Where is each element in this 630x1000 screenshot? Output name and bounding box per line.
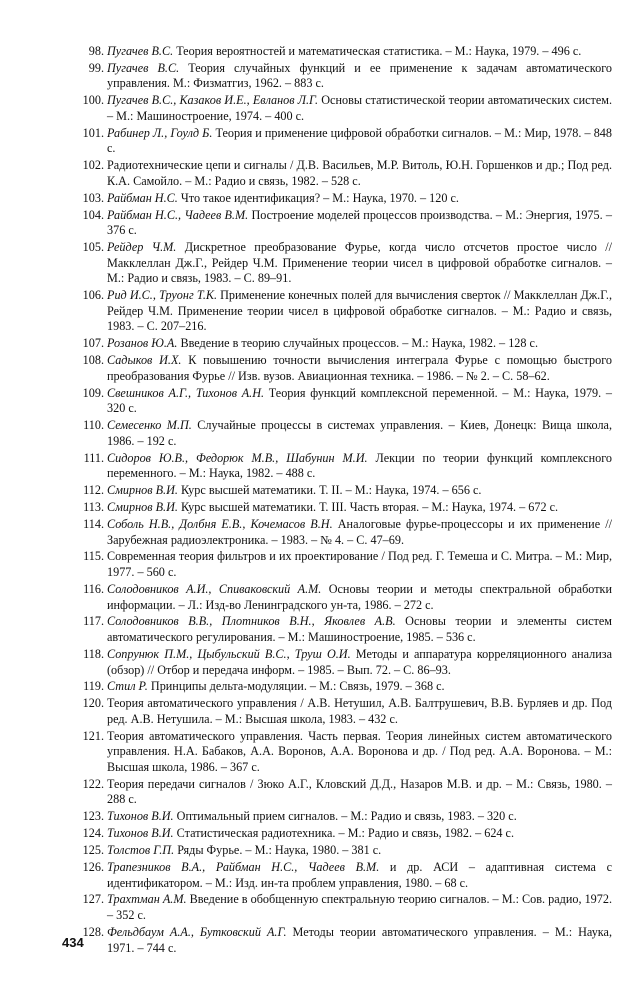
reference-author: Солодовников В.В., Плотников В.Н., Яковлев А.В. — [107, 614, 396, 629]
reference-number: 127. — [82, 892, 104, 907]
reference-number: 122. — [82, 776, 104, 791]
reference-number: 111. — [83, 450, 104, 465]
reference-item — [0, 126, 630, 157]
reference-author: Соболь Н.В., Долбня Е.В., Кочемасов В.Н. — [107, 516, 333, 531]
reference-item — [0, 61, 630, 92]
reference-author: Рейдер Ч.М. — [107, 240, 177, 255]
reference-author: Садыков И.Х. — [107, 353, 182, 368]
reference-text: Основы статистической теории автоматических систем. – М.: Машиностроение, 1974. – 400 с. — [107, 93, 612, 123]
reference-text: Теория случайных функций и ее применение к задачам автоматического управления. М.: Физматгиз, 1962. – 883 с. — [107, 60, 612, 91]
reference-number: 100. — [82, 93, 104, 108]
reference-text: Оптимальный прием сигналов. – М.: Радио и связь, 1983. – 320 с. — [173, 809, 517, 824]
reference-text: Современная теория фильтров и их проектирование / Под ред. Г. Темеша и С. Митра. – М.: Мир, 1977. – 560 с. — [107, 549, 612, 580]
reference-author: Толстов Г.П. — [107, 843, 175, 858]
reference-item — [0, 679, 630, 695]
reference-text: Дискретное преобразование Фурье, когда число отсчетов простое число // Макклеллан Дж.Г., Рейдер Ч.М. Применение теории чисел в цифровой обработке сигналов. – М.: Радио и связь, 1983. – С. 89–91. — [107, 240, 612, 286]
reference-number: 102. — [82, 158, 104, 173]
reference-author: Тихонов В.И. — [107, 826, 174, 841]
reference-author: Пугачев В.С. — [107, 60, 180, 75]
reference-text: Основы теории и методы спектральной обработки информации. – Л.: Изд-во Ленинградского ун-та, 1986. – 272 с. — [107, 581, 612, 612]
reference-text: Курс высшей математики. Т. III. Часть вторая. – М.: Наука, 1974. – 672 с. — [177, 500, 559, 515]
reference-author: Трапезников В.А., Райбман Н.С., Чадеев В.М. — [107, 860, 380, 874]
reference-number: 106. — [82, 288, 104, 303]
reference-text: Основы теории и элементы систем автоматического регулирования. – М.: Машиностроение, 1985. – 536 с. — [107, 614, 612, 645]
reference-author: Тихонов В.И. — [107, 809, 174, 824]
reference-author: Рид И.С., Труонг Т.К. — [107, 288, 218, 303]
reference-item — [0, 240, 630, 287]
reference-number: 116. — [83, 581, 104, 596]
reference-text: Ряды Фурье. – М.: Наука, 1980. – 381 с. — [174, 843, 382, 858]
reference-item — [0, 500, 630, 516]
reference-item — [0, 729, 630, 776]
reference-text: Теория функций комплексной переменной. – М.: Наука, 1979. – 320 с. — [107, 385, 612, 416]
reference-item — [0, 809, 630, 825]
reference-text: Статистическая радиотехника. – М.: Радио и связь, 1982. – 624 с. — [173, 826, 515, 841]
reference-item — [0, 93, 630, 124]
reference-author: Райбман Н.С. — [107, 190, 178, 205]
reference-text: Курс высшей математики. Т. II. – М.: Наука, 1974. – 656 с. — [177, 483, 482, 498]
reference-text: К повышению точности вычисления интеграла Фурье с помощью быстрого преобразования Фурье // Изв. вузов. Авиационная техника. – 1986. – № 2. – С. 58–62. — [107, 353, 613, 383]
reference-author: Розанов Ю.А. — [107, 336, 178, 351]
reference-author: Смирнов В.И. — [107, 483, 178, 498]
reference-text: Теория автоматического управления / А.В. Нетушил, А.В. Балтрушевич, В.В. Бурляев и др. Под ред. А.В. Нетушила. – М.: Высшая школа, 1983. – 432 с. — [107, 696, 612, 726]
reference-number: 103. — [82, 190, 104, 205]
reference-text: Теория вероятностей и математическая статистика. – М.: Наука, 1979. – 496 с. — [173, 44, 582, 58]
reference-number: 105. — [82, 240, 104, 255]
reference-author: Райбман Н.С., Чадеев В.М. — [107, 207, 249, 222]
reference-text: Теория автоматического управления. Часть первая. Теория линейных систем автоматического управления. Н.А. Бабаков, А.А. Воронов, А.А. Воронова и др. / Под ред. А.А. Воронова. – М.: Высшая школа, 1986. – 367 с. — [107, 728, 612, 774]
reference-item — [0, 418, 630, 449]
reference-number: 101. — [82, 125, 104, 140]
reference-author: Сопрунюк П.М., Цыбульский В.С., Труш О.И. — [107, 646, 351, 661]
reference-item — [0, 843, 630, 859]
reference-number: 104. — [82, 207, 104, 222]
reference-number: 115. — [83, 549, 104, 564]
reference-item — [0, 826, 630, 842]
reference-text: Построение моделей процессов производства. – М.: Энергия, 1975. – 376 с. — [107, 207, 612, 238]
reference-number: 108. — [82, 353, 104, 368]
reference-item — [0, 158, 630, 189]
reference-text: Применение конечных полей для вычисления сверток // Макклеллан Дж.Г., Рейдер Ч.М. Применение теории чисел в цифровой обработке сигналов. – М.: Радио и связь, 1983. – С. 207–216. — [107, 288, 612, 334]
reference-text: Введение в обобщенную спектральную теорию сигналов. – М.: Сов. радио, 1972. – 352 с. — [107, 892, 612, 923]
reference-number: 120. — [82, 696, 104, 711]
reference-text: Принципы дельта-модуляции. – М.: Связь, 1979. – 368 с. — [147, 679, 445, 694]
reference-text: Теория и применение цифровой обработки сигналов. – М.: Мир, 1978. – 848 с. — [107, 125, 612, 156]
reference-item — [0, 336, 630, 352]
reference-item — [0, 777, 630, 808]
reference-author: Солодовников А.И., Спиваковский А.М. — [107, 581, 322, 596]
reference-number: 123. — [82, 809, 104, 824]
reference-text: Методы и аппаратура корреляционного анализа (обзор) // Отбор и передача информ. – 1985. – Вып. 72. – С. 86–93. — [107, 646, 613, 677]
reference-author: Пугачев В.С. — [107, 44, 174, 58]
reference-text: и др. АСИ – адаптивная система с идентификатором. – М.: Изд. ин-та проблем управления, 1980. – 68 с. — [107, 860, 612, 890]
reference-author: Пугачев В.С., Казаков И.Е., Евланов Л.Г. — [107, 93, 319, 108]
reference-item — [0, 208, 630, 239]
reference-number: 121. — [82, 728, 104, 743]
reference-author: Фельдбаум А.А., Бутковский А.Г. — [107, 924, 287, 939]
reference-number: 109. — [82, 385, 104, 400]
reference-list — [0, 44, 630, 957]
reference-number: 117. — [83, 614, 104, 629]
reference-item — [0, 386, 630, 417]
reference-number: 114. — [83, 516, 104, 531]
reference-item — [0, 517, 630, 548]
reference-number: 107. — [82, 336, 104, 351]
reference-text: Случайные процессы в системах управления. – Киев, Донецк: Вища школа, 1986. – 192 с. — [107, 418, 612, 448]
reference-number: 128. — [82, 924, 104, 939]
reference-item — [0, 483, 630, 499]
reference-number: 125. — [82, 843, 104, 858]
reference-author: Трахтман А.М. — [107, 892, 187, 907]
reference-number: 118. — [83, 646, 104, 661]
reference-item — [0, 44, 630, 60]
reference-text: Методы теории автоматического управления. – М.: Наука, 1971. – 744 с. — [107, 924, 612, 955]
reference-author: Семесенко М.П. — [107, 418, 192, 433]
reference-text: Радиотехнические цепи и сигналы / Д.В. Васильев, М.Р. Витоль, Ю.Н. Горшенков и др.; Под ред. К.А. Самойло. – М.: Радио и связь, 1982. – 528 с. — [107, 158, 612, 188]
reference-item — [0, 892, 630, 923]
reference-number: 110. — [83, 418, 104, 433]
reference-number: 124. — [82, 826, 104, 841]
reference-number: 112. — [83, 483, 104, 498]
reference-author: Сидоров Ю.В., Федорюк М.В., Шабунин М.И. — [107, 450, 368, 465]
reference-number: 98. — [88, 44, 104, 58]
reference-number: 119. — [83, 679, 104, 694]
reference-item — [0, 860, 630, 891]
reference-item — [0, 288, 630, 335]
reference-item — [0, 353, 630, 384]
reference-number: 99. — [88, 60, 104, 75]
reference-item — [0, 696, 630, 727]
reference-author: Смирнов В.И. — [107, 500, 178, 515]
reference-item — [0, 582, 630, 613]
reference-item — [0, 647, 630, 678]
reference-text: Аналоговые фурье-процессоры и их применение // Зарубежная радиоэлектроника. – 1983. – № 4. – С. 47–69. — [107, 516, 612, 547]
reference-text: Лекции по теории функций комплексного переменного. – М.: Наука, 1982. – 488 с. — [107, 450, 612, 481]
reference-text: Теория передачи сигналов / Зюко А.Г., Кловский Д.Д., Назаров М.В. и др. – М.: Связь, 1980. – 288 с. — [107, 776, 612, 807]
page-number: 434 — [62, 935, 84, 950]
reference-item — [0, 614, 630, 645]
reference-text: Что такое идентификация? – М.: Наука, 1970. – 120 с. — [177, 190, 459, 205]
reference-author: Стил Р. — [107, 679, 148, 694]
reference-item — [0, 451, 630, 482]
reference-number: 113. — [83, 500, 104, 515]
reference-text: Введение в теорию случайных процессов. – М.: Наука, 1982. – 128 с. — [177, 336, 538, 351]
reference-item — [0, 925, 630, 956]
reference-item — [0, 191, 630, 207]
reference-author: Свешников А.Г., Тихонов А.Н. — [107, 385, 265, 400]
reference-author: Рабинер Л., Гоулд Б. — [107, 125, 213, 140]
reference-item — [0, 549, 630, 580]
reference-number: 126. — [82, 860, 104, 874]
